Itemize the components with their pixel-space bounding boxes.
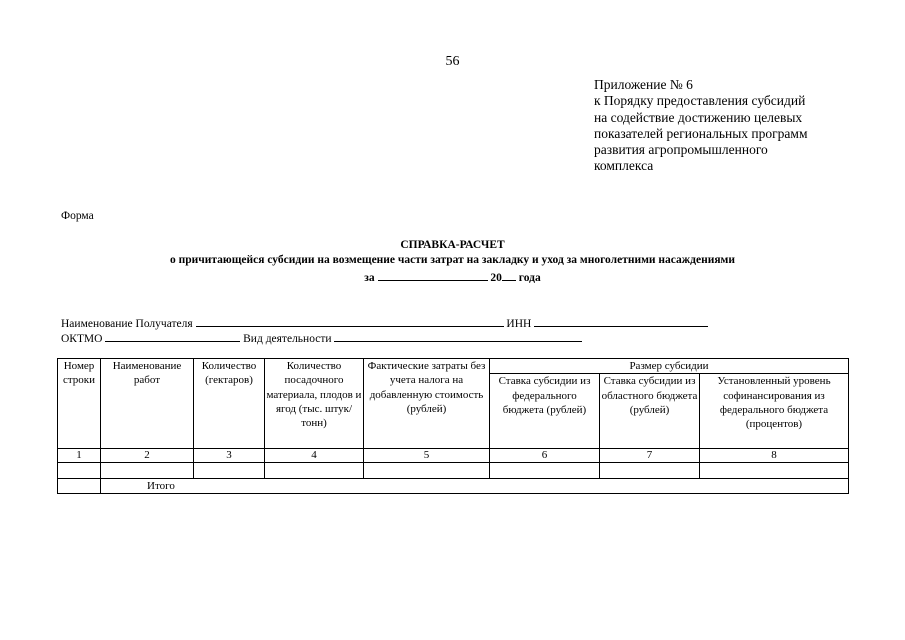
inn-blank-line[interactable] [534, 315, 708, 327]
total-row [58, 479, 849, 494]
oktmo-blank-line[interactable] [105, 330, 240, 342]
title-subheading: о причитающейся субсидии на возмещение части затрат на закладку и уход за многолетними насаждениями [170, 254, 735, 266]
header-actual-costs: Фактические затраты без учета налога на добавленную стоимость (рублей) [364, 359, 490, 449]
appendix-line: показателей региональных программ [594, 125, 808, 141]
column-number: 2 [101, 449, 194, 463]
table-cell[interactable] [265, 463, 364, 479]
table-cell[interactable] [600, 463, 700, 479]
header-federal-rate: Ставка субсидии из федерального бюджета (рублей) [490, 374, 600, 449]
column-number: 3 [194, 449, 265, 463]
column-number: 4 [265, 449, 364, 463]
activity-blank-line[interactable] [334, 330, 582, 342]
header-row-number: Номер строки [58, 359, 101, 449]
period-suffix: года [518, 272, 541, 284]
appendix-line: комплекса [594, 158, 654, 174]
header-cofinancing-level: Установленный уровень софинансирования из федерального бюджета (процентов) [700, 374, 849, 449]
title-heading: СПРАВКА-РАСЧЕТ [400, 239, 505, 251]
document-title [0, 238, 905, 286]
recipient-line [61, 315, 708, 330]
period-blank-line[interactable] [378, 268, 488, 281]
table-row [58, 463, 849, 479]
header-subsidy-size: Размер субсидии [490, 359, 849, 374]
column-number: 8 [700, 449, 849, 463]
appendix-line: к Порядку предоставления субсидий [594, 93, 806, 109]
activity-label: Вид деятельности [243, 333, 332, 345]
header-area: Количество (гектаров) [194, 359, 265, 449]
subsidy-calculation-table [57, 358, 849, 494]
header-planting-material: Количество посадочного материала, плодов и ягод (тыс. штук/тонн) [265, 359, 364, 449]
title-period [0, 268, 905, 286]
table-cell[interactable] [364, 463, 490, 479]
column-number: 5 [364, 449, 490, 463]
appendix-line: развития агропромышленного [594, 142, 768, 158]
header-regional-rate: Ставка субсидии из областного бюджета (рублей) [600, 374, 700, 449]
table-cell[interactable] [490, 463, 600, 479]
appendix-note [594, 77, 894, 175]
column-number: 7 [600, 449, 700, 463]
table-cell[interactable] [194, 463, 265, 479]
page-number: 56 [445, 54, 460, 69]
appendix-line: на содействие достижению целевых [594, 109, 803, 125]
appendix-line: Приложение № 6 [594, 77, 693, 92]
column-number: 6 [490, 449, 600, 463]
table-cell[interactable] [101, 463, 194, 479]
oktmo-line [61, 330, 582, 345]
oktmo-label: ОКТМО [61, 333, 103, 345]
inn-label: ИНН [506, 318, 532, 330]
table-cell[interactable] [700, 463, 849, 479]
column-number-row [58, 449, 849, 463]
period-prefix: за [364, 272, 375, 284]
year-blank-line[interactable] [502, 268, 516, 281]
header-work-name: Наименование работ [101, 359, 194, 449]
form-label: Форма [61, 210, 94, 222]
table-cell[interactable] [58, 479, 101, 494]
recipient-label: Наименование Получателя [61, 318, 193, 330]
table-cell[interactable] [58, 463, 101, 479]
total-label: Итого [101, 479, 849, 494]
period-year: 20 [490, 272, 502, 284]
column-number: 1 [58, 449, 101, 463]
recipient-blank-line[interactable] [196, 315, 504, 327]
